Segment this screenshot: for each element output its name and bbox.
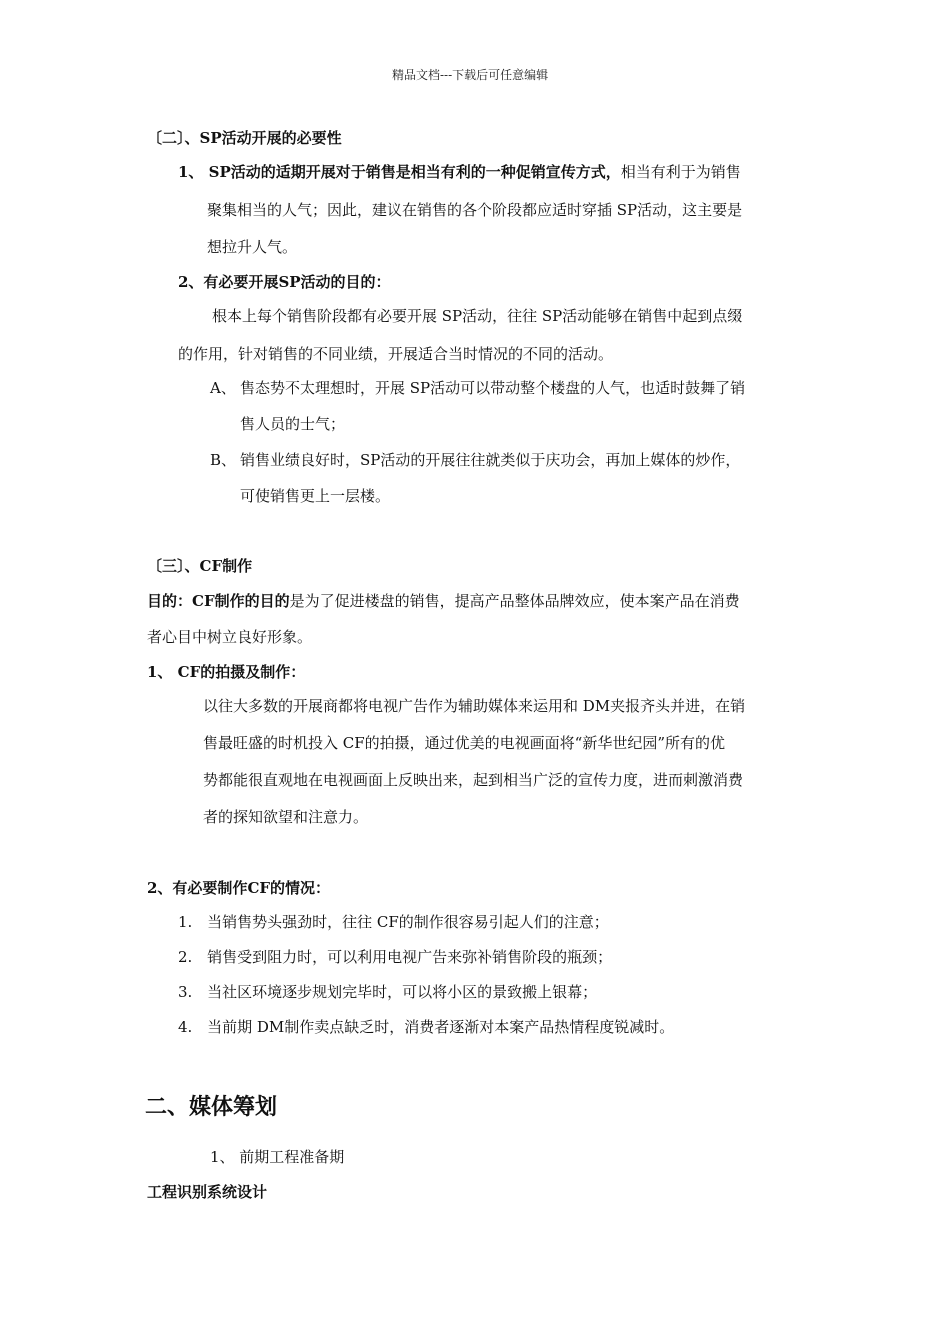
cf-list-item-1 — [178, 912, 609, 932]
item-b-label: B、 — [210, 451, 237, 469]
sp-point-1-bold: 1、 SP活动的适期开展对于销售是相当有利的一种促销宣传方式， — [178, 163, 621, 181]
cf-list-item-2 — [178, 947, 612, 967]
sp-point-1-line-2: 聚集相当的人气；因此，建议在销售的各个阶段都应适时穿插 SP活动，这主要是 — [207, 201, 743, 219]
cf-list-num: 2. — [178, 948, 193, 966]
cf-purpose-line-1 — [147, 591, 740, 611]
sp-point-1-rest: 相当有利于为销售 — [620, 163, 741, 181]
cf-list-text: 当社区环境逐步规划完毕时，可以将小区的景致搬上银幕； — [207, 983, 598, 1001]
media-planning-heading: 二、媒体筹划 — [145, 1094, 278, 1120]
cf-list-num: 4. — [178, 1018, 193, 1036]
cf-list-text: 当前期 DM制作卖点缺乏时，消费者逐渐对本案产品热情程度锐减时。 — [207, 1018, 675, 1036]
item-a-label: A、 — [210, 379, 236, 397]
item-a-line-1: 售态势不太理想时，开展 SP活动可以带动整个楼盘的人气，也适时鼓舞了销 — [240, 379, 746, 397]
cf-point-2-title: 2、有必要制作CF的情况： — [147, 879, 331, 897]
cf-list-num: 1. — [178, 913, 193, 931]
cf-point-1-line-1: 以往大多数的开展商都将电视广告作为辅助媒体来运用和 DM夹报齐头并进，在销 — [203, 697, 746, 715]
section-title-cf: 〔三〕、CF制作 — [147, 557, 253, 575]
cf-list-text: 销售受到阻力时，可以利用电视广告来弥补销售阶段的瓶颈； — [207, 948, 613, 966]
sp-point-2-line-2: 的作用，针对销售的不同业绩，开展适合当时情况的不同的活动。 — [178, 345, 614, 363]
page-header: 精品文档---下载后可任意编辑 — [392, 68, 549, 82]
cf-list-item-3 — [178, 982, 597, 1002]
item-b-line-1: 销售业绩良好时，SP活动的开展往往就类似于庆功会，再加上媒体的炒作， — [240, 451, 741, 469]
cf-list-text: 当销售势头强劲时，往往 CF的制作很容易引起人们的注意； — [207, 913, 609, 931]
cf-purpose-rest: 是为了促进楼盘的销售，提高产品整体品牌效应，使本案产品在消费 — [289, 592, 740, 610]
cf-purpose-line-2: 者心目中树立良好形象。 — [147, 628, 313, 646]
cf-point-1-title: 1、 CF的拍摄及制作： — [147, 663, 306, 681]
sp-point-2-title: 2、有必要开展SP活动的目的： — [178, 273, 391, 291]
media-design-heading: 工程识别系统设计 — [147, 1183, 268, 1201]
cf-point-1-line-2: 售最旺盛的时机投入 CF的拍摄，通过优美的电视画面将“新华世纪园”所有的优 — [203, 734, 725, 752]
media-sub-item: 1、 前期工程准备期 — [210, 1148, 345, 1166]
item-b-line-2: 可使销售更上一层楼。 — [240, 487, 391, 505]
cf-purpose-bold: 目的：CF制作的目的 — [147, 592, 290, 610]
cf-list-num: 3. — [178, 983, 193, 1001]
cf-point-1-line-4: 者的探知欲望和注意力。 — [203, 808, 369, 826]
sp-point-1-line-1 — [178, 162, 741, 182]
sp-point-2-line-1: 根本上每个销售阶段都有必要开展 SP活动，往往 SP活动能够在销售中起到点缀 — [212, 307, 743, 325]
item-a-line-2: 售人员的士气； — [240, 415, 346, 433]
cf-point-1-line-3: 势都能很直观地在电视画面上反映出来，起到相当广泛的宣传力度，进而刺激消费 — [203, 771, 744, 789]
sp-point-1-line-3: 想拉升人气。 — [207, 238, 298, 256]
section-title-sp: 〔二〕、SP活动开展的必要性 — [147, 129, 342, 147]
cf-list-item-4 — [178, 1017, 674, 1037]
